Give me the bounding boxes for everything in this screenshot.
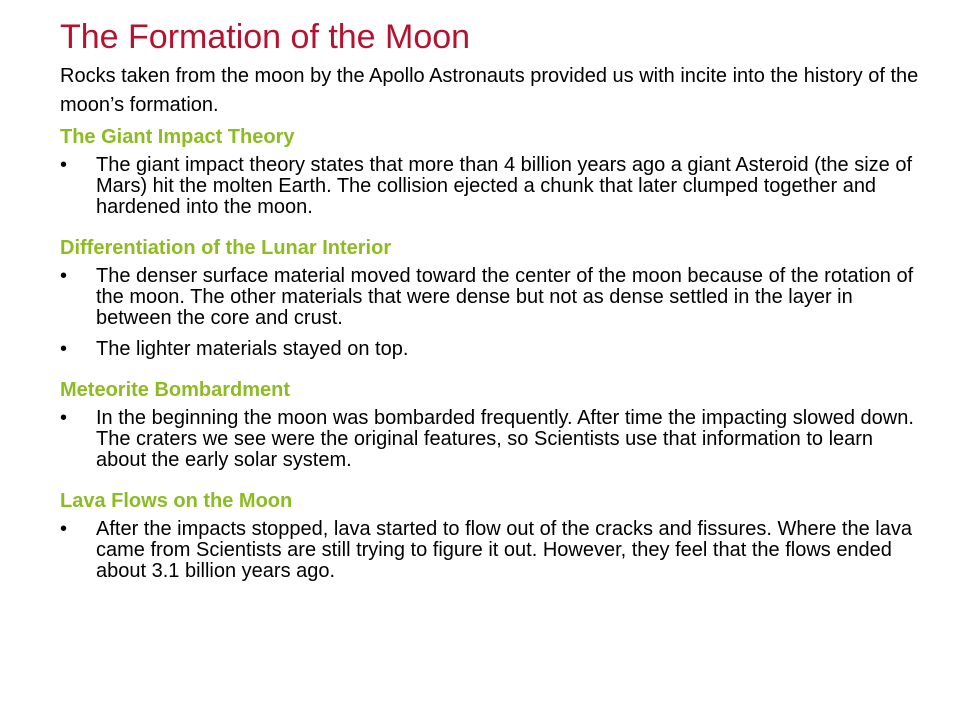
list-item bbox=[60, 155, 920, 218]
bullet-list-differentiation bbox=[60, 266, 920, 360]
bullet-list-giant-impact bbox=[60, 155, 920, 218]
list-item bbox=[60, 408, 920, 471]
list-item bbox=[60, 266, 920, 329]
section-heading-differentiation: Differentiation of the Lunar Interior bbox=[60, 237, 392, 259]
section-heading-bombardment: Meteorite Bombardment bbox=[60, 379, 291, 401]
bullet-list-lava-flows bbox=[60, 519, 920, 582]
list-item bbox=[60, 339, 920, 360]
bullet-text: In the beginning the moon was bombarded frequently. After time the impacting slowed down. The craters we see were the original features, so Scientists use that information to learn about the early solar system. bbox=[96, 407, 914, 471]
bullet-list-bombardment bbox=[60, 408, 920, 471]
bullet-text: The denser surface material moved toward the center of the moon because of the rotation of the moon. The other materials that were dense but not as dense settled in the layer in between the core and crust. bbox=[96, 265, 914, 329]
list-item bbox=[60, 519, 920, 582]
bullet-icon: • bbox=[60, 154, 68, 176]
bullet-text: The lighter materials stayed on top. bbox=[96, 338, 409, 360]
bullet-text: The giant impact theory states that more than 4 billion years ago a giant Asteroid (the size of Mars) hit the molten Earth. The collision ejected a chunk that later clumped together and hardened into the moon. bbox=[96, 154, 913, 218]
bullet-icon: • bbox=[60, 518, 68, 540]
bullet-icon: • bbox=[60, 338, 68, 360]
intro-text: Rocks taken from the moon by the Apollo Astronauts provided us with incite into the history of the moon’s formation. bbox=[60, 65, 919, 116]
slide bbox=[60, 14, 920, 592]
bullet-text: After the impacts stopped, lava started to flow out of the cracks and fissures. Where the lava came from Scientists are still trying to figure it out. However, they feel that the flows ended about 3.1 billion years ago. bbox=[96, 518, 912, 582]
bullet-icon: • bbox=[60, 265, 68, 287]
section-heading-lava-flows: Lava Flows on the Moon bbox=[60, 490, 293, 512]
section-heading-giant-impact: The Giant Impact Theory bbox=[60, 126, 295, 148]
slide-title: The Formation of the Moon bbox=[60, 18, 471, 56]
bullet-icon: • bbox=[60, 407, 68, 429]
